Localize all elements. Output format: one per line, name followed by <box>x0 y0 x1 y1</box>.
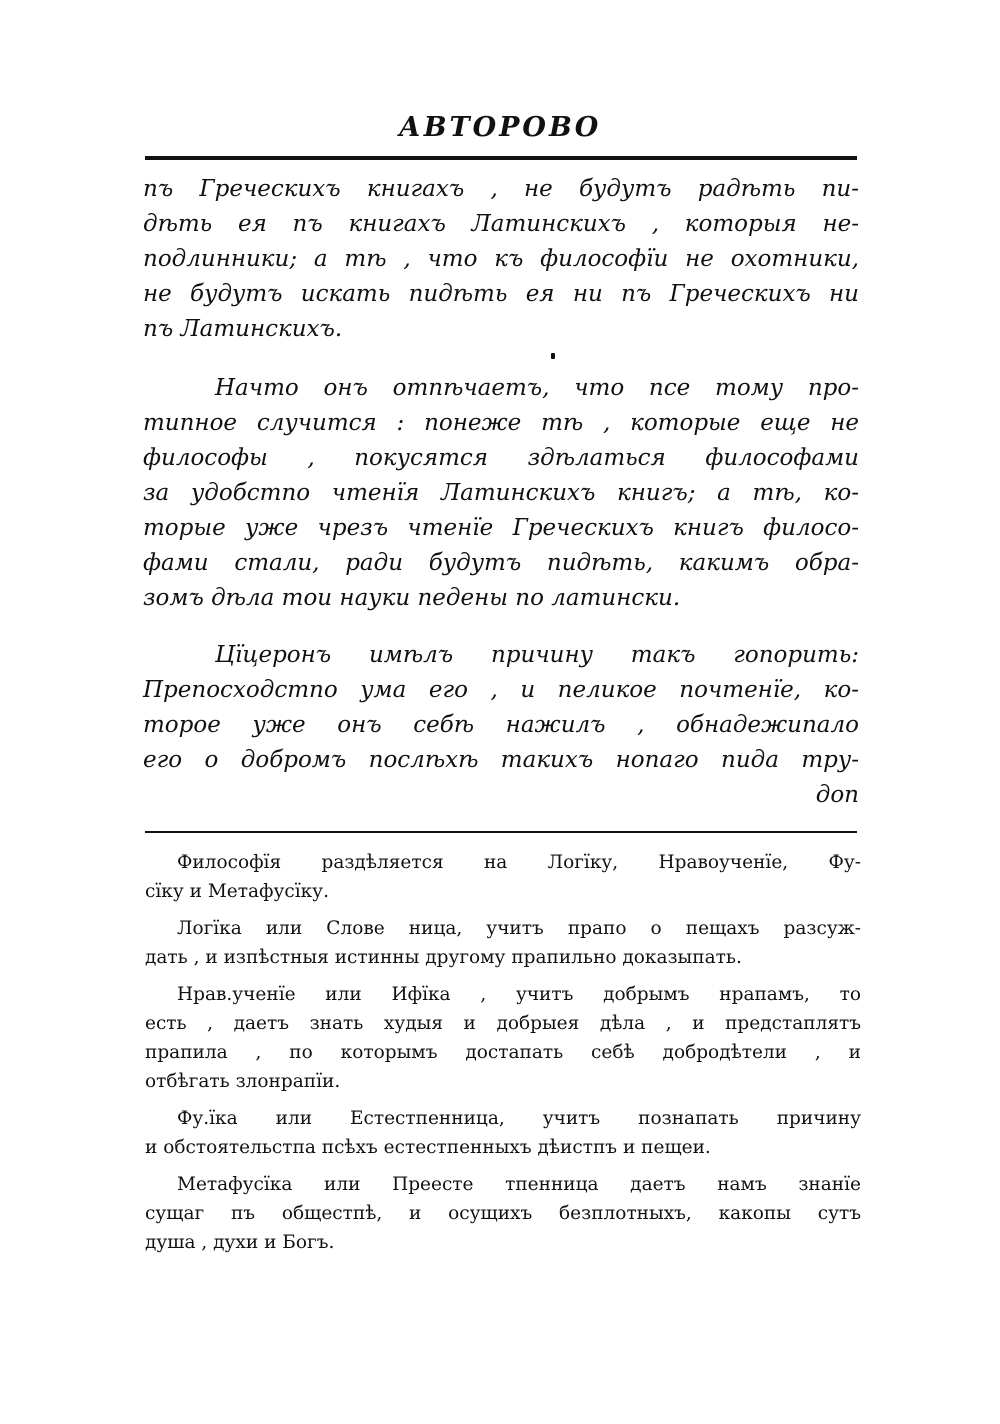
paragraph-2 <box>143 371 859 616</box>
footnote-line: Философїя раздѣляется на Логїку, Нравоученїе, Фу- <box>177 852 861 873</box>
text-line: его о добромъ послѣхѣ такихъ нопаго пида тру- <box>143 747 859 773</box>
footnote-ethics <box>145 980 861 1096</box>
text-line: типное случится : понеже тѣ , которые еще не <box>143 410 859 436</box>
footnote-line: сїку и Метафусїку. <box>145 881 329 902</box>
text-line: Цїцеронъ имѣлъ причину такъ гопорить: <box>215 642 859 668</box>
footnote-line: Метафусїка или Преесте тпенница даетъ намъ знанїе <box>177 1174 861 1195</box>
text-line: фами стали, ради будутъ пидѣть, какимъ обра- <box>143 550 859 576</box>
ink-speck <box>551 353 555 359</box>
text-line: за удобстпо чтенїя Латинскихъ книгъ; а тѣ, ко- <box>143 480 859 506</box>
footnote-line: дать , и изпѣстныя истинны другому прапильно доказыпать. <box>145 947 742 968</box>
footnote-line: отбѣгать злонрапїи. <box>145 1071 341 1092</box>
text-line: торое уже онъ себѣ нажилъ , обнадежипало <box>143 712 859 738</box>
footnote-line: и обстоятельстпа псѣхъ естестпенныхъ дѣистпъ и пещеи. <box>145 1137 711 1158</box>
footnote-metaphysics <box>145 1170 861 1257</box>
text-line: дѣть ея пъ книгахъ Латинскихъ , которыя не- <box>143 211 859 237</box>
footnote-line: Фу.їка или Естестпенница, учитъ познапать причину <box>177 1108 861 1129</box>
footnote-rule <box>145 831 857 833</box>
footnote-line: сущаг пъ общестпѣ, и осущихъ безплотныхъ, какопы сутъ <box>145 1203 861 1224</box>
footnote-physics <box>145 1104 861 1162</box>
catchword: доп <box>815 782 859 808</box>
footnote-line: душа , духи и Богъ. <box>145 1232 335 1253</box>
footnote-logic <box>145 914 861 972</box>
header-rule <box>145 156 857 160</box>
text-line: пъ Латинскихъ. <box>143 316 343 342</box>
text-line: философы , покусятся здѣлаться философами <box>143 445 859 471</box>
running-title: АВТОРОВО <box>398 112 602 143</box>
paragraph-1 <box>143 172 859 347</box>
footnote-line: Логїка или Слове ница, учитъ прапо о пещахъ разсуж- <box>177 918 861 939</box>
text-line: зомъ дѣла тои науки педены по латински. <box>143 585 681 611</box>
footnote-philosophy <box>145 848 861 906</box>
footnote-line: есть , даетъ знать худыя и добрыея дѣла , и предстаплятъ <box>145 1013 861 1034</box>
text-line: подлинники; а тѣ , что къ философїи не охотники, <box>143 246 859 272</box>
text-line: не будутъ искать пидѣть ея ни пъ Греческихъ ни <box>143 281 859 307</box>
footnote-line: прапила , по которымъ достапать себѣ добродѣтели , и <box>145 1042 861 1063</box>
text-line: пъ Греческихъ книгахъ , не будутъ радѣть пи- <box>143 176 859 202</box>
text-line: торые уже чрезъ чтенїе Греческихъ книгъ филосо- <box>143 515 859 541</box>
footnotes <box>145 848 861 1257</box>
text-line: Препосходстпо ума его , и пеликое почтенїе, ко- <box>143 677 859 703</box>
footnote-line: Нрав.ученїе или Ифїка , учитъ добрымъ нрапамъ, то <box>177 984 861 1005</box>
paragraph-3 <box>143 638 859 813</box>
text-line: Начто онъ отпѣчаетъ, что псе тому про- <box>215 375 859 401</box>
